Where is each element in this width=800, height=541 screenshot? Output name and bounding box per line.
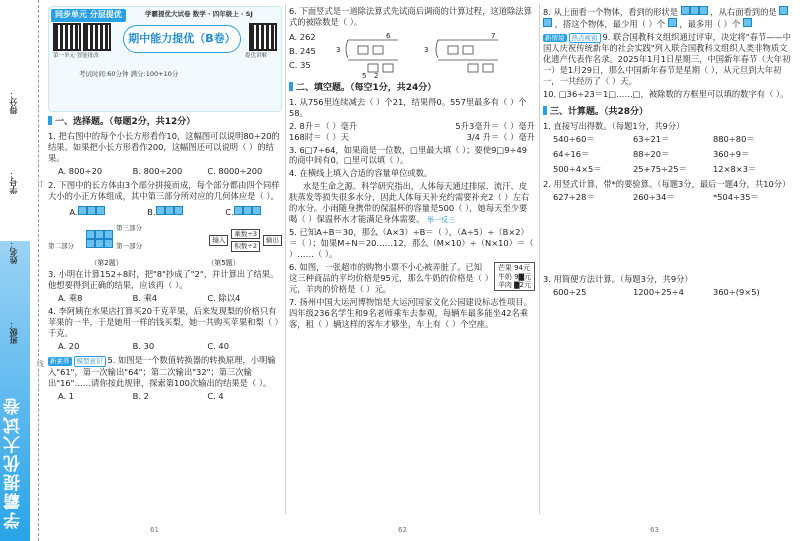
- qr-code-icon[interactable]: [83, 23, 111, 51]
- fill-3: 3. 6□7÷64，如果商是一位数，□里最大填（ ）；要使9□9÷49的商中间有0，□里可以填（ ）。: [289, 144, 528, 166]
- fill-10: 10. □36÷23＝1□……□，被除数的方框里可以填的数字有（ ）。: [543, 89, 789, 100]
- option[interactable]: C. 35: [289, 60, 311, 71]
- section-title: 三、计算题。（共28分）: [543, 106, 648, 119]
- unit-badge: 同步单元 分层提优: [51, 9, 126, 22]
- question-3: 3. 小明在计算152÷8时，把"8"抄成了"2"，并计算出了结果。他想要得到正确的结果，应该再（ ）。: [48, 268, 279, 290]
- cut-mark-2: 线: [36, 360, 45, 367]
- option[interactable]: A. 800÷20: [58, 165, 103, 176]
- qr-caption: 第一单元 智能批改: [53, 53, 99, 59]
- options-5: [48, 391, 282, 402]
- cube-options: [48, 206, 282, 218]
- cuboid-figure: 第二部分 第三部分 第一部分: [48, 224, 142, 251]
- qr-code-icon[interactable]: [53, 23, 81, 51]
- svg-text:2: 2: [373, 71, 379, 78]
- paper-header: [48, 6, 282, 112]
- svg-text:3: 3: [335, 45, 341, 54]
- options-4: [48, 341, 282, 352]
- fill-5: 5. 已知A÷B＝30，那么（A×3）÷B＝（ ），（A÷5）÷（B×2）＝（ ）；如果M÷N＝20……12，那么（M×10）÷（N×10）＝（ ）……（ ）。: [289, 227, 534, 260]
- option[interactable]: A. 1: [58, 390, 75, 401]
- fill-4: 4. 在横线上填入合适的容量单位或数。: [289, 168, 433, 179]
- easy-calc-row: 600÷25 1200÷25÷4 360÷(9×5): [553, 286, 760, 297]
- qr-code-icon[interactable]: [249, 23, 277, 51]
- related-link[interactable]: 举一反三: [427, 216, 456, 225]
- class-field[interactable]: 班级：: [9, 320, 18, 344]
- svg-text:7: 7: [490, 31, 496, 40]
- figures: [48, 221, 282, 259]
- flow-diagram: 输入 乘数÷3 积数÷2 输出: [209, 229, 282, 252]
- column-divider: [285, 4, 286, 514]
- svg-text:3: 3: [423, 45, 429, 54]
- calc-2: 2. 用竖式计算，带*的要验算。（每题3分，最后一题4分，共10分）: [543, 178, 791, 189]
- option-c[interactable]: C.: [225, 206, 260, 218]
- qr-caption: 提优讲解: [245, 53, 268, 59]
- option[interactable]: B. 245: [289, 45, 316, 56]
- option[interactable]: A. 乘8: [58, 292, 83, 303]
- option[interactable]: B. 2: [132, 390, 149, 401]
- column-3: [543, 6, 793, 302]
- option-a[interactable]: A.: [69, 206, 104, 218]
- calc-row: 64÷16＝ 88÷20＝ 360÷9＝: [553, 148, 750, 159]
- question-6: 6. 下面竖式是一道除法算式先试商后调商的计算过程，这道除法算式的被除数是（ ）。: [289, 6, 532, 27]
- svg-text:6: 6: [385, 31, 391, 40]
- fill-4-text: 水是生命之源。科学研究指出，人体每天通过排尿、流汗、皮肤蒸发等损失很多水分，因此人体每天补充约需要补充2（ ）左右的水分。小雨随身携带的保温杯的容量是500（ ），她每天至少要喝（ ）保温杯水才能满足身体需要。 举一反三: [289, 181, 530, 225]
- option[interactable]: C. 除以4: [207, 292, 241, 303]
- option[interactable]: C. 4: [207, 390, 224, 401]
- score-field[interactable]: 得分：: [9, 90, 18, 114]
- page-number: 62: [398, 526, 407, 534]
- figure-captions: （第2题） （第5题）: [90, 259, 240, 268]
- calc-3: 3. 用简便方法计算。（每题3分，共9分）: [543, 273, 693, 284]
- receipt: 芒果 94元 牛奶 9▇元 羊肉 ▇2元: [494, 262, 535, 291]
- question-4: 4. 李阿姨在水果店打算买20千克苹果，后来发现梨的价格只有苹果的一半，于是她用一样的钱买梨，她一共购买苹果和梨（ ）千克。: [48, 306, 279, 339]
- column-2: [289, 6, 535, 332]
- fill-2: 2. 8升＝（ ）毫升 5升3毫升＝（ ）毫升: [289, 120, 535, 131]
- fill-2b: 168时＝（ ）天 3/4 升＝（ ）毫升: [289, 131, 535, 142]
- cube-icon: [668, 18, 677, 27]
- brand-title: 学霸提优大试卷: [4, 396, 24, 529]
- column-divider: [539, 4, 540, 514]
- option[interactable]: A. 262: [289, 31, 316, 42]
- fill-9: 新情境 热点视窗 9. 联合国教科文组织通过评审，决定将"春节——中国人庆祝传统新年的社会实践"列入联合国教科文组织人类非物质文化遗产代表作名录。2025年1月1日星期三，中国新年春节（大年初一）是1月29日，那么中国新年春节是星期（ ），从元旦到大年初一，一共经历了（ ）天。: [543, 31, 792, 87]
- option[interactable]: B. 30: [132, 341, 155, 352]
- options-1: [48, 166, 282, 177]
- calc-1: 1. 直接写出得数。（每题1分，共9分）: [543, 121, 685, 132]
- calc-row: 500÷4×5＝ 25+75÷25＝ 12×8×3＝: [553, 163, 757, 174]
- options-6: [289, 30, 316, 78]
- brand-band: [0, 241, 30, 541]
- option[interactable]: C. 40: [207, 341, 229, 352]
- page-number: 61: [150, 526, 159, 534]
- section-title: 一、选择题。（每题2分，共12分）: [48, 116, 195, 129]
- page-number: 63: [650, 526, 659, 534]
- question-1: 1. 把右图中的每个小长方形看作10，这幅图可以说明80÷20的结果。如果把小长方形看作200，这幅图还可以说明（ ）的结果。: [48, 130, 280, 163]
- division-figure: [328, 30, 508, 78]
- section-title: 二、填空题。（每空1分，共24分）: [289, 82, 436, 95]
- fill-6: 芒果 94元 牛奶 9▇元 羊肉 ▇2元 6. 如图，一张超市的购物小票不小心被弄脏了。已知这三种商品的平均价格是95元，那么牛奶的价格是（ ）元，羊肉的价格是（ ）元。: [289, 262, 535, 295]
- options-3: [48, 293, 282, 304]
- cut-mark: 订: [36, 180, 45, 187]
- fill-7: 7. 扬州中国大运河博物馆是大运河国家文化公园建设标志性项目。四年级236名学生和9名老师乘车去参观，每辆车最多能坐42名乘客，租（ ）辆这样的客车才够坐，车上有（ ）个空座。: [289, 296, 532, 329]
- cut-line: [38, 0, 39, 541]
- fill-1: 1. 从756里连续减去（ ）个21，结果得0。557里最多有（ ）个58。: [289, 96, 527, 118]
- question-6-body: [289, 30, 535, 78]
- paper-title: 期中能力提优（B卷）: [123, 25, 241, 53]
- vertical-calc-row: 627÷28＝ 260÷34＝ *504÷35＝: [553, 191, 759, 202]
- cube-icon: [743, 18, 752, 27]
- option[interactable]: B. 乘4: [132, 292, 158, 303]
- option[interactable]: B. 800÷200: [132, 165, 183, 176]
- option-b[interactable]: B.: [147, 206, 182, 218]
- name-field[interactable]: 姓名：: [9, 240, 18, 264]
- student-number-field[interactable]: 学号：: [9, 170, 18, 194]
- fill-8: 8. 从上面看一个物体，看到的形状是 ，从右面看到的是 ，搭这个物体，最少用（ ）个 ，最多用（ ）个: [543, 6, 793, 30]
- question-5: 新素养 模型意识 5. 如图是一个数值转换器的转换原理，小明输入"61"，第一次输出"64"；第二次输出"32"；第三次输出"16"……请你按此规律，探索第100次输出的结果是（ ）。: [48, 355, 276, 388]
- column-1: [48, 6, 282, 405]
- calc-row: 540÷60＝ 63÷21＝ 880÷80＝: [553, 133, 755, 144]
- option[interactable]: A. 20: [58, 341, 80, 352]
- option[interactable]: C. 8000÷200: [207, 165, 263, 176]
- series-label: 学霸提优大试卷 数学 · 四年级上 · SJ: [145, 10, 253, 18]
- question-2: 2. 下图中的长方体由3个部分拼接而成，每个部分都由四个同样大小的小正方体组成，其中第三部分所对应的几何体应是（ ）。: [48, 179, 280, 201]
- exam-info: 考试时间:60分钟 满分:100+10分: [79, 70, 179, 78]
- svg-text:5: 5: [361, 71, 367, 78]
